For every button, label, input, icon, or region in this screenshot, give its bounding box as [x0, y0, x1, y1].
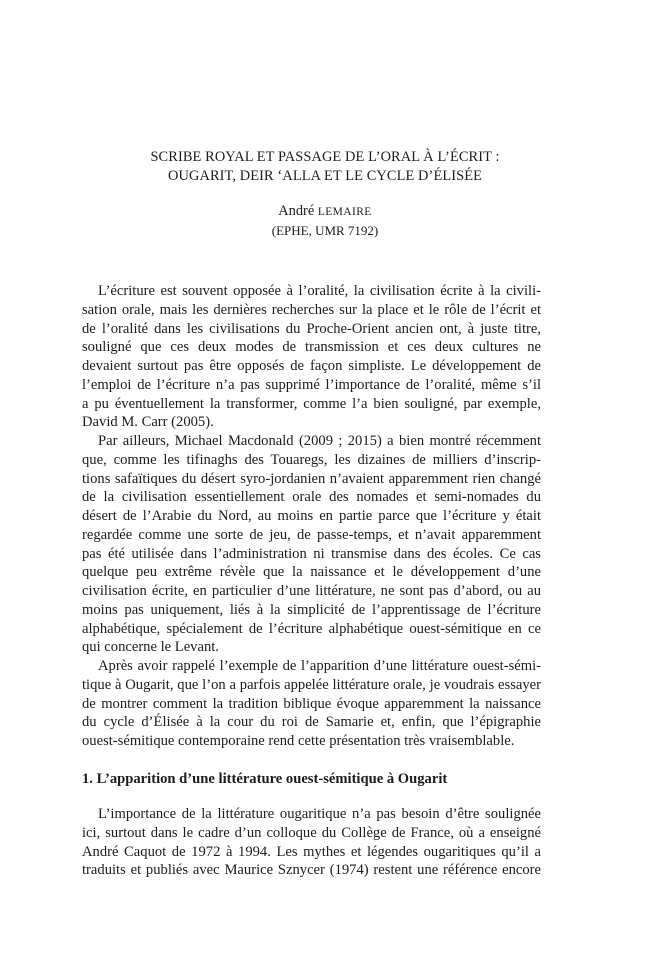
- text-line: L’écriture est souvent opposée à l’oralité, la civilisation écrite à la civili-: [98, 283, 541, 299]
- text-line: a pu éventuellement la transformer, comme l’a bien souligné, par exemple,: [82, 395, 541, 412]
- article-title: [60, 148, 590, 186]
- title-line-2: OUGARIT, DEIR ‘ALLA ET LE CYCLE D’ÉLISÉE: [167, 168, 482, 184]
- text-line: quelque peu extrême révèle que la naissance et le développement d’une: [82, 564, 541, 581]
- text-line: pas été utilisée dans l’administration ni transmise dans des écoles. Ce cas: [82, 545, 541, 562]
- text-line: David M. Carr (2005).: [82, 414, 214, 431]
- text-line: Après avoir rappelé l’exemple de l’apparition d’une littérature ouest-sémi-: [98, 658, 541, 674]
- intro-body: [82, 282, 541, 751]
- author-affiliation: (EPHE, UMR 7192): [271, 223, 379, 238]
- text-line: traduits et publiés avec Maurice Sznycer (1974) restent une référence encore: [82, 862, 541, 879]
- text-line: tions safaïtiques du désert syro-jordanien n’avaient apparemment rien changé: [82, 470, 541, 487]
- text-line: André Caquot de 1972 à 1994. Les mythes et légendes ougaritiques qu’il a: [82, 843, 541, 860]
- section-heading: 1. L’apparition d’une littérature ouest-sémitique à Ougarit: [82, 771, 448, 787]
- text-line: moins pas uniquement, liés à la simplicité de l’apprentissage de l’écriture: [82, 601, 541, 618]
- text-line: Par ailleurs, Michael Macdonald (2009 ; 2015) a bien montré récemment: [98, 433, 541, 449]
- text-line: ouest-sémitique contemporaine rend cette présentation très vraisemblable.: [82, 733, 515, 749]
- text-line: sation orale, mais les dernières recherches sur la place et le rôle de l’écrit et: [82, 301, 541, 318]
- title-line-1: SCRIBE ROYAL ET PASSAGE DE L’ORAL À L’ÉCRIT :: [150, 149, 500, 165]
- author-last-name: LEMAIRE: [317, 206, 372, 218]
- text-line: de la civilisation essentiellement orale des nomades et semi-nomades du: [82, 489, 541, 506]
- text-line: L’importance de la littérature ougaritique n’a pas besoin d’être soulignée: [98, 806, 541, 822]
- text-line: regardée comme une sorte de jeu, de passe-temps, et n’avait apparemment: [82, 526, 541, 543]
- text-line: qui concerne le Levant.: [82, 639, 219, 656]
- text-line: du cycle d’Élisée à la cour du roi de Samarie et, enfin, que l’épigraphie: [82, 714, 541, 731]
- text-line: désert de l’Arabie du Nord, au moins en partie parce que l’écriture y était: [82, 508, 541, 524]
- text-line: ici, surtout dans le cadre d’un colloque du Collège de France, où a enseigné: [82, 824, 541, 841]
- text-line: de l’oralité dans les civilisations du Proche-Orient ancien ont, à juste titre,: [82, 320, 541, 337]
- author-first-name: André: [278, 203, 318, 219]
- section-body: [82, 805, 541, 880]
- text-line: souligné que ces deux modes de transmission et ces deux cultures ne: [82, 339, 541, 356]
- text-line: civilisation écrite, en particulier d’une littérature, ne sont pas d’abord, ou au: [82, 583, 541, 599]
- text-line: devaient surtout pas être opposés de façon simpliste. Le développement de: [82, 358, 541, 374]
- text-line: de montrer comment la tradition biblique évoque apparemment la naissance: [82, 695, 541, 712]
- text-line: tique à Ougarit, que l’on a parfois appelée littérature orale, je voudrais essayer: [82, 676, 541, 693]
- author-name: [60, 202, 590, 222]
- text-line: alphabétique, spécialement de l’écriture alphabétique ouest-sémitique en ce: [82, 620, 541, 637]
- text-line: que, comme les tifinaghs des Touaregs, les dizaines de milliers d’inscrip-: [82, 451, 541, 468]
- text-line: l’emploi de l’écriture n’a pas supprimé l’importance de l’oralité, même s’il: [82, 376, 541, 393]
